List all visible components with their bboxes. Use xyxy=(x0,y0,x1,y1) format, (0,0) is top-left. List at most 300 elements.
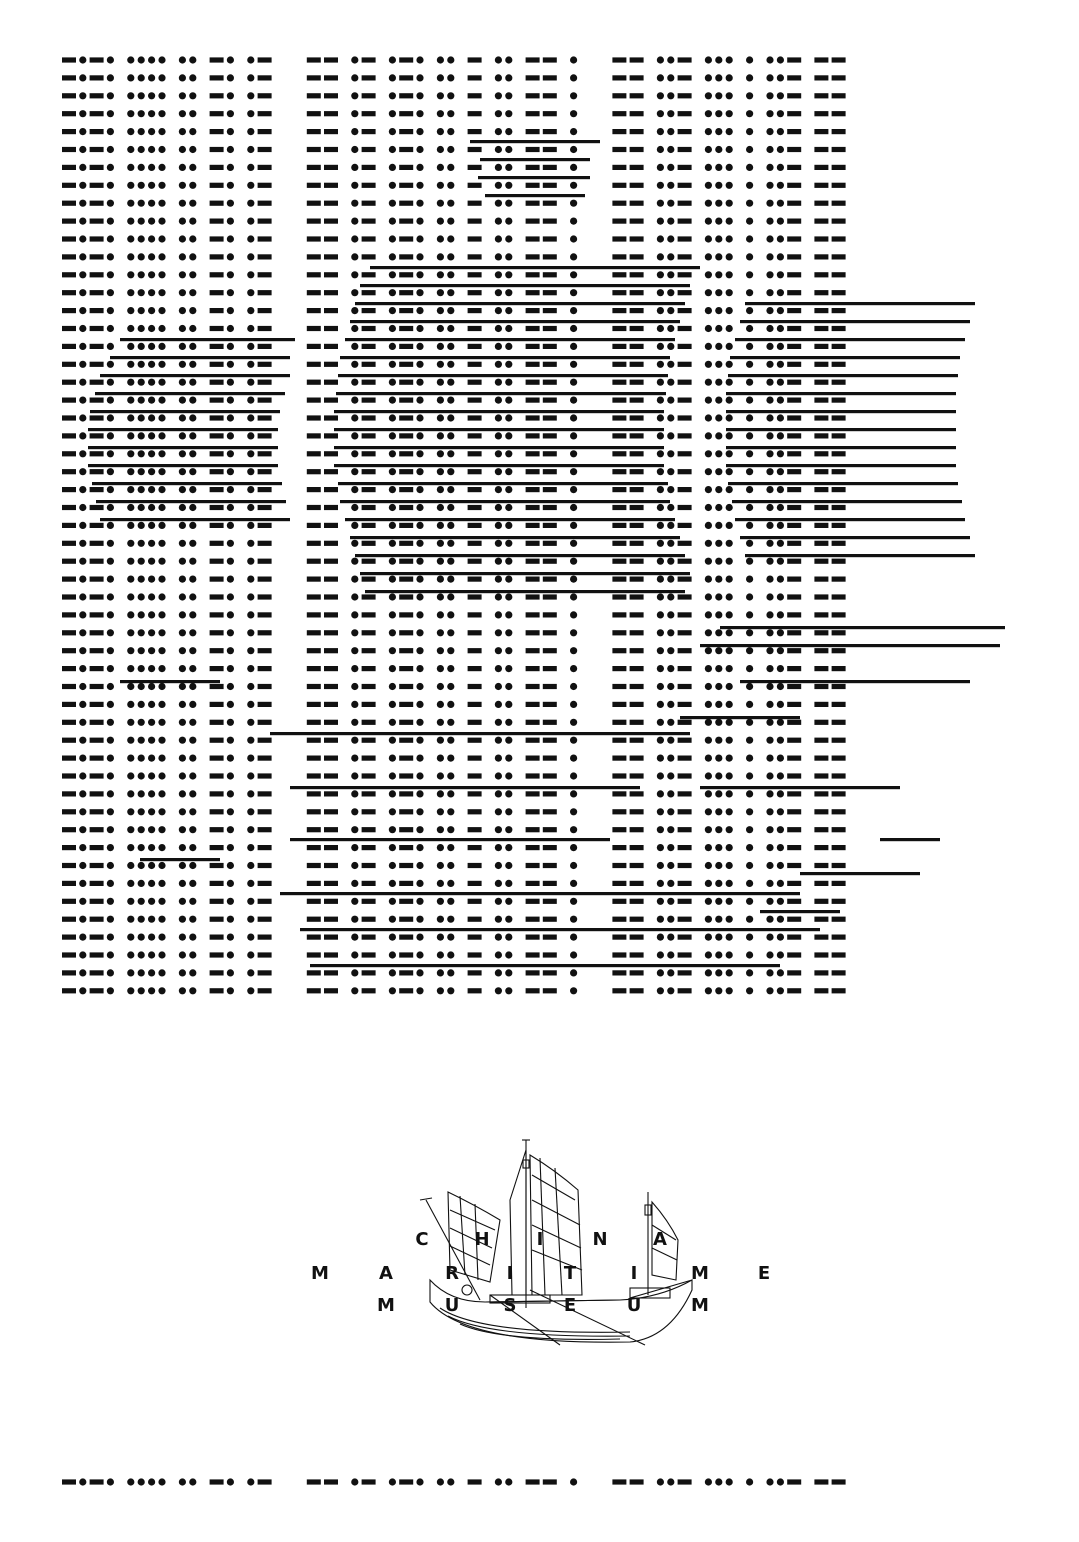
morse-row-9-dash xyxy=(324,219,338,224)
morse-row-25-dot xyxy=(189,504,196,511)
morse-row-21-dot xyxy=(746,432,753,439)
morse-row-17-dot xyxy=(726,361,733,368)
morse-row-15-dot xyxy=(351,325,358,332)
morse-row-22-dash xyxy=(362,451,376,456)
morse-row-52-dot xyxy=(351,987,358,994)
morse-row-25-dash xyxy=(526,505,540,510)
morse-row-8-dot xyxy=(570,200,577,207)
morse-row-52-dash xyxy=(630,988,644,993)
morse-row-41-dash xyxy=(468,791,482,796)
morse-row-21-dash xyxy=(307,433,321,438)
morse-row-24-dash xyxy=(90,487,104,492)
morse-row-44-dot xyxy=(437,844,444,851)
morse-row-43-dot xyxy=(179,826,186,833)
morse-row-46-dash xyxy=(814,881,828,886)
morse-row-9-dash xyxy=(787,219,801,224)
morse-row-36-dot xyxy=(79,701,86,708)
morse-row-33-dot xyxy=(416,647,423,654)
morse-row-46-dot xyxy=(495,880,502,887)
morse-row-37-dash xyxy=(814,720,828,725)
morse-row-49-dash xyxy=(324,935,338,940)
morse-row-2-dash xyxy=(832,93,846,98)
morse-row-15-dash xyxy=(62,326,76,331)
morse-row-48-dash xyxy=(787,917,801,922)
morse-row-23-dash xyxy=(832,469,846,474)
morse-row-16-dash xyxy=(787,344,801,349)
morse-row-2-dash xyxy=(612,93,626,98)
morse-row-21-dash xyxy=(210,433,224,438)
morse-row-47-dash xyxy=(90,899,104,904)
morse-row-34-dash xyxy=(90,666,104,671)
morse-row-33-dash xyxy=(612,648,626,653)
morse-row-11-dot xyxy=(416,253,423,260)
morse-row-7-dash xyxy=(307,183,321,188)
footer-morse-dot xyxy=(227,1478,234,1485)
morse-row-35-dot xyxy=(247,683,254,690)
morse-row-2-dot xyxy=(437,92,444,99)
morse-row-33-dash xyxy=(814,648,828,653)
morse-row-24-dot xyxy=(726,486,733,493)
morse-row-4-dot xyxy=(657,128,664,135)
morse-row-9-dot xyxy=(495,218,502,225)
morse-row-6-dot xyxy=(247,164,254,171)
morse-row-2-dash xyxy=(210,93,224,98)
morse-row-34-dot xyxy=(437,665,444,672)
morse-row-24-dot xyxy=(746,486,753,493)
morse-row-21-dash xyxy=(678,433,692,438)
morse-row-28-dot xyxy=(447,558,454,565)
morse-row-0-dot xyxy=(447,56,454,63)
morse-row-18-dash xyxy=(210,380,224,385)
morse-row-16-dot xyxy=(351,343,358,350)
morse-row-7-dot xyxy=(667,182,674,189)
overlay-bar-63 xyxy=(800,872,920,875)
overlay-bar-12 xyxy=(334,410,664,413)
morse-row-2-dot xyxy=(158,92,165,99)
morse-row-52-dot xyxy=(138,987,145,994)
morse-row-13-dash xyxy=(526,290,540,295)
morse-row-32-dash xyxy=(307,630,321,635)
morse-row-37-dot xyxy=(715,719,722,726)
morse-row-4-dash xyxy=(612,129,626,134)
morse-row-47-dot xyxy=(437,898,444,905)
morse-row-5-dot xyxy=(227,146,234,153)
morse-row-27-dash xyxy=(678,541,692,546)
morse-row-48-dot xyxy=(495,916,502,923)
morse-row-30-dot xyxy=(247,593,254,600)
morse-row-15-dash xyxy=(468,326,482,331)
morse-row-45-dot xyxy=(437,862,444,869)
morse-row-11-dot xyxy=(726,253,733,260)
morse-row-15-dot xyxy=(746,325,753,332)
morse-row-23-dot xyxy=(227,468,234,475)
morse-row-40-dash xyxy=(678,773,692,778)
footer-morse-dot xyxy=(777,1478,784,1485)
morse-row-4-dot xyxy=(127,128,134,135)
morse-row-7-dash xyxy=(526,183,540,188)
morse-row-7-dash xyxy=(90,183,104,188)
morse-row-27-dot xyxy=(570,540,577,547)
morse-row-20-dot xyxy=(127,414,134,421)
morse-row-14-dot xyxy=(79,307,86,314)
morse-row-23-dot xyxy=(247,468,254,475)
morse-row-29-dot xyxy=(705,576,712,583)
morse-row-40-dot xyxy=(766,772,773,779)
morse-row-16-dot xyxy=(746,343,753,350)
morse-row-13-dot xyxy=(766,289,773,296)
morse-row-35-dot xyxy=(79,683,86,690)
morse-row-7-dot xyxy=(715,182,722,189)
morse-row-17-dot xyxy=(227,361,234,368)
morse-row-39-dash xyxy=(210,756,224,761)
morse-row-5-dash xyxy=(258,147,272,152)
morse-row-6-dash xyxy=(543,165,557,170)
morse-row-33-dot xyxy=(570,647,577,654)
morse-row-29-dot xyxy=(726,576,733,583)
morse-row-25-dot xyxy=(437,504,444,511)
morse-row-11-dot xyxy=(667,253,674,260)
morse-row-43-dot xyxy=(667,826,674,833)
morse-row-21-dot xyxy=(148,432,155,439)
morse-row-29-dash xyxy=(543,577,557,582)
morse-row-36-dash xyxy=(832,702,846,707)
morse-grid xyxy=(62,56,846,994)
morse-row-20-dot xyxy=(138,414,145,421)
morse-row-16-dash xyxy=(678,344,692,349)
morse-row-29-dot xyxy=(79,576,86,583)
morse-row-41-dot xyxy=(495,790,502,797)
footer-morse-line xyxy=(62,1478,846,1485)
morse-row-46-dot xyxy=(746,880,753,887)
morse-row-26-dot xyxy=(227,522,234,529)
morse-row-22-dash xyxy=(399,451,413,456)
morse-row-47-dot xyxy=(570,898,577,905)
morse-row-19-dot xyxy=(505,397,512,404)
morse-row-34-dash xyxy=(787,666,801,671)
morse-row-36-dash xyxy=(362,702,376,707)
overlay-bar-30 xyxy=(88,464,278,467)
overlay-bar-24 xyxy=(110,356,290,359)
morse-row-44-dot xyxy=(570,844,577,851)
morse-row-29-dot xyxy=(389,576,396,583)
morse-row-42-dot xyxy=(570,808,577,815)
morse-row-8-dot xyxy=(705,200,712,207)
morse-row-7-dot xyxy=(570,182,577,189)
morse-row-39-dash xyxy=(399,756,413,761)
morse-row-18-dash xyxy=(324,380,338,385)
morse-row-47-dot xyxy=(158,898,165,905)
morse-row-10-dash xyxy=(307,236,321,241)
morse-row-5-dash xyxy=(814,147,828,152)
morse-row-7-dot xyxy=(189,182,196,189)
morse-row-14-dash xyxy=(399,308,413,313)
morse-row-37-dash xyxy=(526,720,540,725)
morse-row-29-dot xyxy=(107,576,114,583)
morse-row-13-dot xyxy=(777,289,784,296)
morse-row-31-dot xyxy=(766,611,773,618)
morse-row-28-dot xyxy=(715,558,722,565)
morse-row-44-dot xyxy=(227,844,234,851)
morse-row-47-dot xyxy=(189,898,196,905)
morse-row-12-dash xyxy=(90,272,104,277)
morse-row-0-dash xyxy=(307,57,321,62)
morse-row-5-dot xyxy=(389,146,396,153)
morse-row-21-dot xyxy=(715,432,722,439)
morse-row-24-dot xyxy=(247,486,254,493)
morse-row-4-dot xyxy=(746,128,753,135)
overlay-bar-25 xyxy=(100,374,290,377)
morse-row-8-dash xyxy=(362,201,376,206)
morse-row-35-dot xyxy=(138,683,145,690)
overlay-bar-35 xyxy=(740,320,970,323)
morse-row-2-dot xyxy=(715,92,722,99)
morse-row-26-dash xyxy=(814,523,828,528)
morse-row-5-dash xyxy=(832,147,846,152)
morse-row-21-dash xyxy=(468,433,482,438)
morse-row-15-dash xyxy=(258,326,272,331)
morse-row-30-dash xyxy=(630,594,644,599)
morse-row-43-dash xyxy=(307,827,321,832)
morse-row-36-dash xyxy=(90,702,104,707)
morse-row-37-dot xyxy=(726,719,733,726)
morse-row-33-dot xyxy=(107,647,114,654)
morse-row-49-dot xyxy=(138,934,145,941)
morse-row-25-dash xyxy=(630,505,644,510)
morse-row-16-dot xyxy=(148,343,155,350)
morse-row-40-dot xyxy=(495,772,502,779)
morse-row-22-dash xyxy=(324,451,338,456)
morse-row-42-dot xyxy=(705,808,712,815)
morse-row-43-dot xyxy=(416,826,423,833)
footer-morse-dash xyxy=(678,1479,692,1484)
morse-row-49-dash xyxy=(787,935,801,940)
morse-row-39-dot xyxy=(726,755,733,762)
morse-row-14-dot xyxy=(389,307,396,314)
morse-row-24-dot xyxy=(495,486,502,493)
morse-row-32-dash xyxy=(362,630,376,635)
morse-row-21-dot xyxy=(570,432,577,439)
morse-row-3-dash xyxy=(324,111,338,116)
morse-row-2-dot xyxy=(127,92,134,99)
morse-row-22-dot xyxy=(148,450,155,457)
morse-row-51-dash xyxy=(324,970,338,975)
morse-row-5-dot xyxy=(189,146,196,153)
footer-morse-dash xyxy=(307,1479,321,1484)
morse-row-22-dot xyxy=(416,450,423,457)
morse-row-43-dot xyxy=(127,826,134,833)
morse-row-44-dot xyxy=(416,844,423,851)
morse-row-52-dot xyxy=(726,987,733,994)
morse-row-15-dot xyxy=(389,325,396,332)
morse-row-22-dash xyxy=(90,451,104,456)
morse-row-39-dot xyxy=(437,755,444,762)
morse-row-17-dot xyxy=(79,361,86,368)
morse-row-36-dot xyxy=(127,701,134,708)
morse-row-32-dash xyxy=(324,630,338,635)
morse-row-12-dot xyxy=(416,271,423,278)
morse-row-13-dot xyxy=(657,289,664,296)
morse-row-33-dash xyxy=(399,648,413,653)
morse-row-25-dot xyxy=(746,504,753,511)
morse-row-50-dash xyxy=(832,952,846,957)
morse-row-42-dash xyxy=(324,809,338,814)
morse-row-14-dash xyxy=(324,308,338,313)
morse-row-5-dot xyxy=(138,146,145,153)
morse-row-38-dot xyxy=(495,737,502,744)
morse-row-35-dash xyxy=(399,684,413,689)
morse-row-39-dash xyxy=(324,756,338,761)
morse-row-32-dash xyxy=(526,630,540,635)
morse-row-1-dot xyxy=(705,74,712,81)
morse-row-21-dash xyxy=(543,433,557,438)
morse-row-5-dash xyxy=(210,147,224,152)
morse-row-29-dash xyxy=(62,577,76,582)
footer-morse-dot xyxy=(495,1478,502,1485)
morse-row-32-dot xyxy=(351,629,358,636)
morse-row-11-dash xyxy=(612,254,626,259)
morse-row-48-dot xyxy=(189,916,196,923)
morse-row-20-dot xyxy=(777,414,784,421)
morse-row-12-dot xyxy=(158,271,165,278)
morse-row-37-dot xyxy=(158,719,165,726)
morse-row-19-dash xyxy=(787,398,801,403)
morse-row-36-dot xyxy=(447,701,454,708)
morse-row-13-dash xyxy=(90,290,104,295)
morse-row-3-dot xyxy=(138,110,145,117)
morse-row-15-dot xyxy=(227,325,234,332)
morse-row-37-dot xyxy=(447,719,454,726)
morse-row-28-dash xyxy=(678,559,692,564)
morse-row-52-dash xyxy=(543,988,557,993)
morse-row-7-dot xyxy=(777,182,784,189)
overlay-bar-34 xyxy=(745,302,975,305)
morse-row-41-dot xyxy=(189,790,196,797)
morse-row-39-dot xyxy=(657,755,664,762)
morse-row-23-dash xyxy=(399,469,413,474)
morse-row-6-dot xyxy=(179,164,186,171)
morse-row-4-dash xyxy=(362,129,376,134)
morse-row-52-dot xyxy=(766,987,773,994)
morse-row-26-dash xyxy=(612,523,626,528)
morse-row-39-dot xyxy=(505,755,512,762)
morse-row-39-dot xyxy=(227,755,234,762)
morse-row-5-dash xyxy=(324,147,338,152)
morse-row-48-dash xyxy=(258,917,272,922)
morse-row-42-dot xyxy=(158,808,165,815)
morse-row-21-dot xyxy=(158,432,165,439)
morse-row-40-dot xyxy=(148,772,155,779)
morse-row-10-dash xyxy=(630,236,644,241)
morse-row-44-dash xyxy=(526,845,540,850)
morse-row-12-dash xyxy=(612,272,626,277)
morse-row-20-dash xyxy=(399,415,413,420)
morse-row-42-dash xyxy=(526,809,540,814)
morse-row-14-dot xyxy=(437,307,444,314)
morse-row-45-dash xyxy=(468,863,482,868)
morse-row-48-dot xyxy=(777,916,784,923)
morse-row-31-dot xyxy=(416,611,423,618)
morse-row-35-dot xyxy=(495,683,502,690)
morse-row-9-dot xyxy=(127,218,134,225)
morse-row-31-dot xyxy=(127,611,134,618)
morse-row-9-dot xyxy=(107,218,114,225)
morse-row-23-dot xyxy=(79,468,86,475)
morse-row-31-dash xyxy=(307,612,321,617)
morse-row-30-dot xyxy=(138,593,145,600)
morse-row-21-dot xyxy=(437,432,444,439)
morse-row-1-dash xyxy=(612,75,626,80)
morse-row-10-dash xyxy=(210,236,224,241)
morse-row-35-dash xyxy=(787,684,801,689)
morse-row-10-dash xyxy=(787,236,801,241)
morse-row-31-dash xyxy=(678,612,692,617)
morse-row-29-dash xyxy=(787,577,801,582)
morse-row-21-dash xyxy=(526,433,540,438)
morse-row-42-dot xyxy=(227,808,234,815)
morse-row-21-dot xyxy=(657,432,664,439)
overlay-bar-45 xyxy=(732,500,962,503)
morse-row-15-dot xyxy=(107,325,114,332)
morse-row-20-dot xyxy=(705,414,712,421)
morse-row-49-dot xyxy=(495,934,502,941)
morse-row-37-dot xyxy=(746,719,753,726)
morse-row-34-dot xyxy=(447,665,454,672)
morse-row-15-dot xyxy=(667,325,674,332)
morse-row-35-dot xyxy=(746,683,753,690)
morse-row-18-dot xyxy=(667,379,674,386)
morse-row-3-dot xyxy=(447,110,454,117)
morse-row-16-dot xyxy=(158,343,165,350)
morse-row-29-dash xyxy=(814,577,828,582)
morse-row-0-dot xyxy=(138,56,145,63)
morse-row-50-dot xyxy=(746,951,753,958)
morse-row-17-dot xyxy=(705,361,712,368)
morse-row-29-dot xyxy=(351,576,358,583)
morse-row-51-dot xyxy=(505,969,512,976)
morse-row-51-dot xyxy=(715,969,722,976)
morse-row-40-dot xyxy=(138,772,145,779)
morse-row-15-dash xyxy=(324,326,338,331)
morse-row-8-dash xyxy=(90,201,104,206)
morse-row-0-dot xyxy=(715,56,722,63)
morse-row-29-dot xyxy=(416,576,423,583)
morse-row-48-dash xyxy=(543,917,557,922)
morse-row-40-dash xyxy=(90,773,104,778)
morse-row-7-dot xyxy=(746,182,753,189)
morse-row-10-dot xyxy=(766,235,773,242)
morse-row-37-dash xyxy=(362,720,376,725)
morse-row-41-dash xyxy=(324,791,338,796)
morse-row-2-dash xyxy=(399,93,413,98)
morse-row-31-dash xyxy=(543,612,557,617)
morse-row-17-dash xyxy=(526,362,540,367)
morse-row-4-dot xyxy=(505,128,512,135)
morse-row-28-dot xyxy=(127,558,134,565)
morse-row-38-dot xyxy=(127,737,134,744)
overlay-bar-18 xyxy=(345,518,675,521)
morse-row-16-dot xyxy=(107,343,114,350)
morse-row-18-dot xyxy=(227,379,234,386)
morse-row-46-dot xyxy=(447,880,454,887)
morse-row-44-dot xyxy=(189,844,196,851)
morse-row-25-dot xyxy=(148,504,155,511)
morse-row-51-dash xyxy=(468,970,482,975)
morse-row-8-dash xyxy=(543,201,557,206)
morse-row-27-dot xyxy=(667,540,674,547)
morse-row-2-dot xyxy=(705,92,712,99)
morse-row-9-dot xyxy=(726,218,733,225)
morse-row-47-dash xyxy=(399,899,413,904)
